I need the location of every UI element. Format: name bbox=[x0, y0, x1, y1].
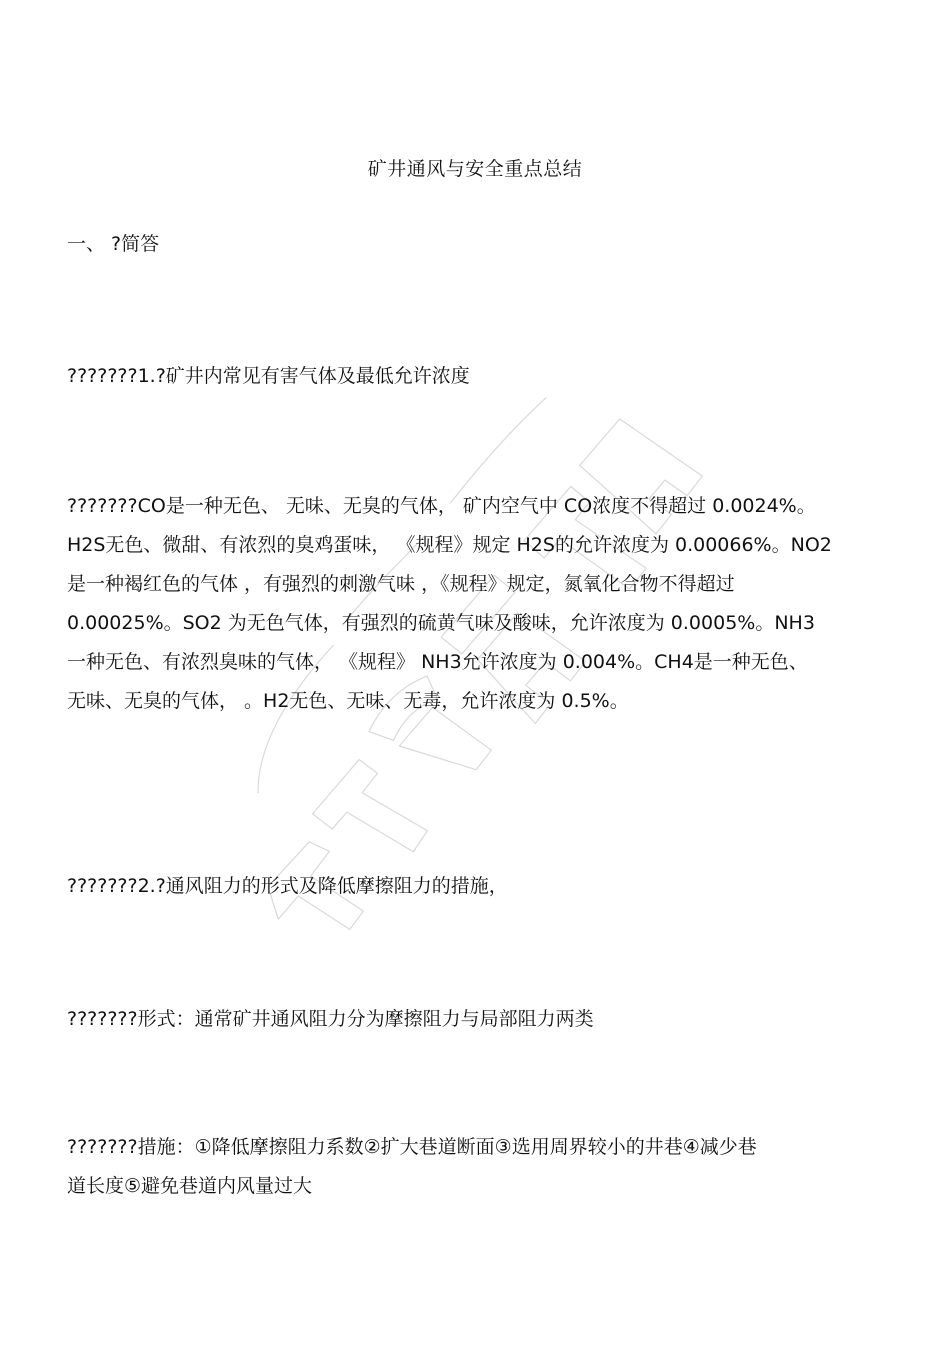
item1-body-line: 无味、无臭的气体， 。H2无色、无味、无毒，允许浓度为 0.5%。 bbox=[67, 690, 629, 712]
item1-body-line: 是一种褐红色的气体 ，有强烈的刺激气味 ，《规程》规定，氮氧化合物不得超过 bbox=[67, 573, 735, 595]
item2-measures-line: ???????措施：①降低摩擦阻力系数②扩大巷道断面③选用周界较小的井巷④减少巷 bbox=[67, 1136, 757, 1158]
item2-measures-line: 道长度⑤避免巷道内风量过大 bbox=[67, 1175, 313, 1197]
section-heading: 一、 ?简答 bbox=[67, 233, 160, 255]
item1-body-line: 0.00025%。SO2 为无色气体，有强烈的硫黄气味及酸味，允许浓度为 0.0005%。NH3 bbox=[67, 612, 815, 634]
item2-heading: ???????2.?通风阻力的形式及降低摩擦阻力的措施， bbox=[67, 875, 508, 897]
item1-body-line: 一种无色、有浓烈臭味的气体， 《规程》 NH3允许浓度为 0.004%。CH4是一种无色、 bbox=[67, 651, 808, 673]
item1-body bbox=[67, 487, 897, 721]
item1-body-line: ???????CO是一种无色、 无味、无臭的气体， 矿内空气中 CO浓度不得超过 0.0024%。 bbox=[67, 495, 816, 517]
document-title: 矿井通风与安全重点总结 bbox=[367, 158, 583, 180]
item2-measures bbox=[67, 1128, 897, 1206]
item1-body-line: H2S无色、微甜、有浓烈的臭鸡蛋味， 《规程》规定 H2S的允许浓度为 0.00066%。NO2 bbox=[67, 534, 832, 556]
item2-form: ???????形式：通常矿井通风阻力分为摩擦阻力与局部阻力两类 bbox=[67, 1008, 594, 1030]
item1-heading: ???????1.?矿井内常见有害气体及最低允许浓度 bbox=[67, 365, 470, 387]
